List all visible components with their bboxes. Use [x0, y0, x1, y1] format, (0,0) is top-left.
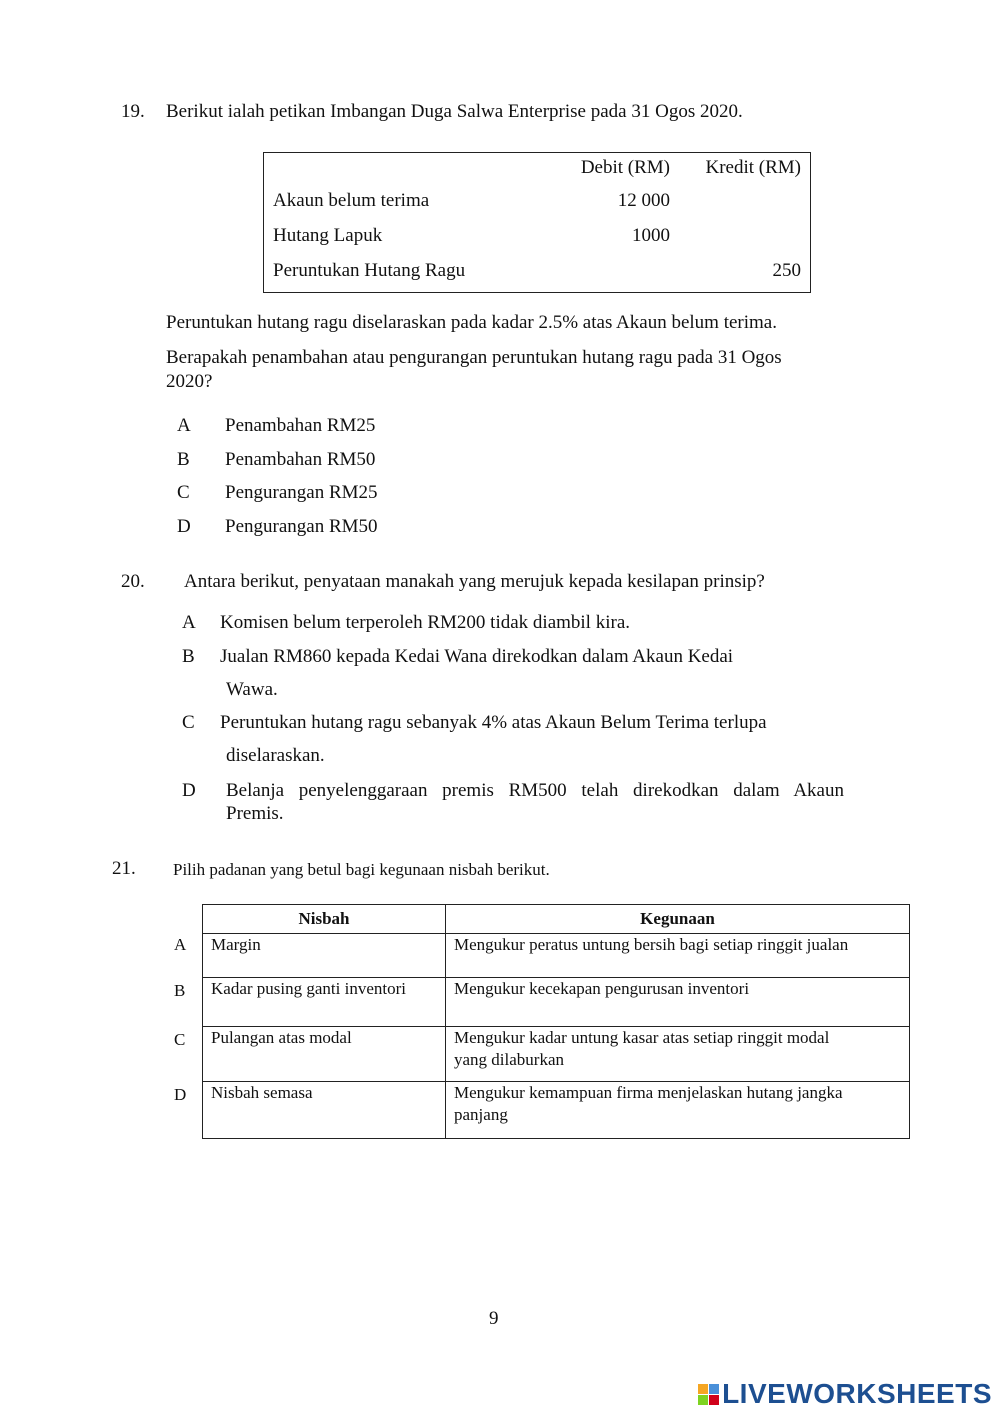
- q21-number: 21.: [112, 858, 136, 879]
- tb-row-debit: 12 000: [617, 190, 670, 211]
- usage-line: Mengukur kecekapan pengurusan inventori: [454, 979, 750, 998]
- q20-option-c-cont[interactable]: diselaraskan.: [226, 745, 325, 766]
- logo-square: [709, 1395, 719, 1405]
- logo-text: LIVEWORKSHEETS: [722, 1378, 992, 1409]
- table-row[interactable]: [203, 1027, 910, 1082]
- q21-stem: Pilih padanan yang betul bagi kegunaan nisbah berikut.: [173, 860, 550, 879]
- tb-header-credit: Kredit (RM): [705, 157, 801, 178]
- ratio-name: Margin: [203, 934, 446, 978]
- usage-line: Mengukur peratus untung bersih bagi setiap ringgit jualan: [454, 935, 849, 954]
- logo-square: [698, 1384, 708, 1394]
- q19-option-b[interactable]: Penambahan RM50: [225, 449, 376, 470]
- q19-option-letter: C: [177, 482, 190, 503]
- q19-question-line2: 2020?: [166, 371, 213, 392]
- q20-option-letter: C: [182, 712, 195, 733]
- usage-line: Mengukur kadar untung kasar atas setiap ringgit modal: [454, 1028, 830, 1047]
- tb-row-label: Akaun belum terima: [273, 190, 430, 211]
- table-header-row: [203, 905, 910, 934]
- q19-option-c[interactable]: Pengurangan RM25: [225, 482, 378, 503]
- q19-option-letter: A: [177, 415, 191, 436]
- usage-line: yang dilaburkan: [454, 1050, 564, 1069]
- usage-line: panjang: [454, 1105, 508, 1124]
- ratio-usage: [446, 978, 910, 1027]
- logo-square: [709, 1384, 719, 1394]
- q20-number: 20.: [121, 571, 145, 592]
- ratio-usage: [446, 1082, 910, 1139]
- trial-balance-table: [263, 152, 811, 293]
- header-kegunaan: Kegunaan: [446, 905, 910, 934]
- q20-option-letter: A: [182, 612, 196, 633]
- logo-square: [698, 1395, 708, 1405]
- liveworksheets-logo-icon: [698, 1384, 719, 1405]
- table-row[interactable]: [203, 934, 910, 978]
- q20-option-d-cont[interactable]: Premis.: [226, 803, 284, 824]
- table-row[interactable]: [203, 1082, 910, 1139]
- tb-row-label: Hutang Lapuk: [273, 225, 383, 246]
- usage-line: Mengukur kemampuan firma menjelaskan hutang jangka: [454, 1083, 843, 1102]
- q21-row-letter: B: [174, 981, 186, 1000]
- q20-stem: Antara berikut, penyataan manakah yang merujuk kepada kesilapan prinsip?: [184, 571, 765, 592]
- tb-row-label: Peruntukan Hutang Ragu: [273, 260, 466, 281]
- q21-row-letter: A: [174, 935, 187, 954]
- q19-option-letter: B: [177, 449, 190, 470]
- ratio-usage: [446, 934, 910, 978]
- q21-row-letter: C: [174, 1030, 186, 1049]
- header-nisbah: Nisbah: [203, 905, 446, 934]
- q20-option-c[interactable]: Peruntukan hutang ragu sebanyak 4% atas Akaun Belum Terima terlupa: [220, 712, 767, 733]
- q19-option-d[interactable]: Pengurangan RM50: [225, 516, 378, 537]
- table-row[interactable]: [203, 978, 910, 1027]
- q20-option-a[interactable]: Komisen belum terperoleh RM200 tidak diambil kira.: [220, 612, 631, 633]
- q19-note: Peruntukan hutang ragu diselaraskan pada kadar 2.5% atas Akaun belum terima.: [166, 312, 777, 333]
- page-number: 9: [489, 1308, 499, 1329]
- tb-row-debit: 1000: [632, 225, 670, 246]
- liveworksheets-logo[interactable]: [698, 1378, 992, 1410]
- q20-option-b[interactable]: Jualan RM860 kepada Kedai Wana direkodkan dalam Akaun Kedai: [220, 646, 734, 667]
- ratio-name: Nisbah semasa: [203, 1082, 446, 1139]
- q20-option-letter: B: [182, 646, 195, 667]
- q20-option-d[interactable]: Belanja penyelenggaraan premis RM500 telah direkodkan dalam Akaun: [226, 780, 844, 801]
- ratio-table: [202, 904, 910, 1139]
- tb-row-credit: 250: [772, 260, 801, 281]
- ratio-name: Kadar pusing ganti inventori: [203, 978, 446, 1027]
- q19-option-letter: D: [177, 516, 191, 537]
- q20-option-b-cont[interactable]: Wawa.: [226, 679, 278, 700]
- q19-number: 19.: [121, 101, 145, 122]
- tb-header-debit: Debit (RM): [580, 157, 670, 178]
- q19-option-a[interactable]: Penambahan RM25: [225, 415, 376, 436]
- q20-option-letter: D: [182, 780, 196, 801]
- q19-question-line1: Berapakah penambahan atau pengurangan peruntukan hutang ragu pada 31 Ogos: [166, 347, 782, 368]
- ratio-usage: [446, 1027, 910, 1082]
- ratio-name: Pulangan atas modal: [203, 1027, 446, 1082]
- q19-stem: Berikut ialah petikan Imbangan Duga Salwa Enterprise pada 31 Ogos 2020.: [166, 101, 743, 122]
- q21-row-letter: D: [174, 1085, 187, 1104]
